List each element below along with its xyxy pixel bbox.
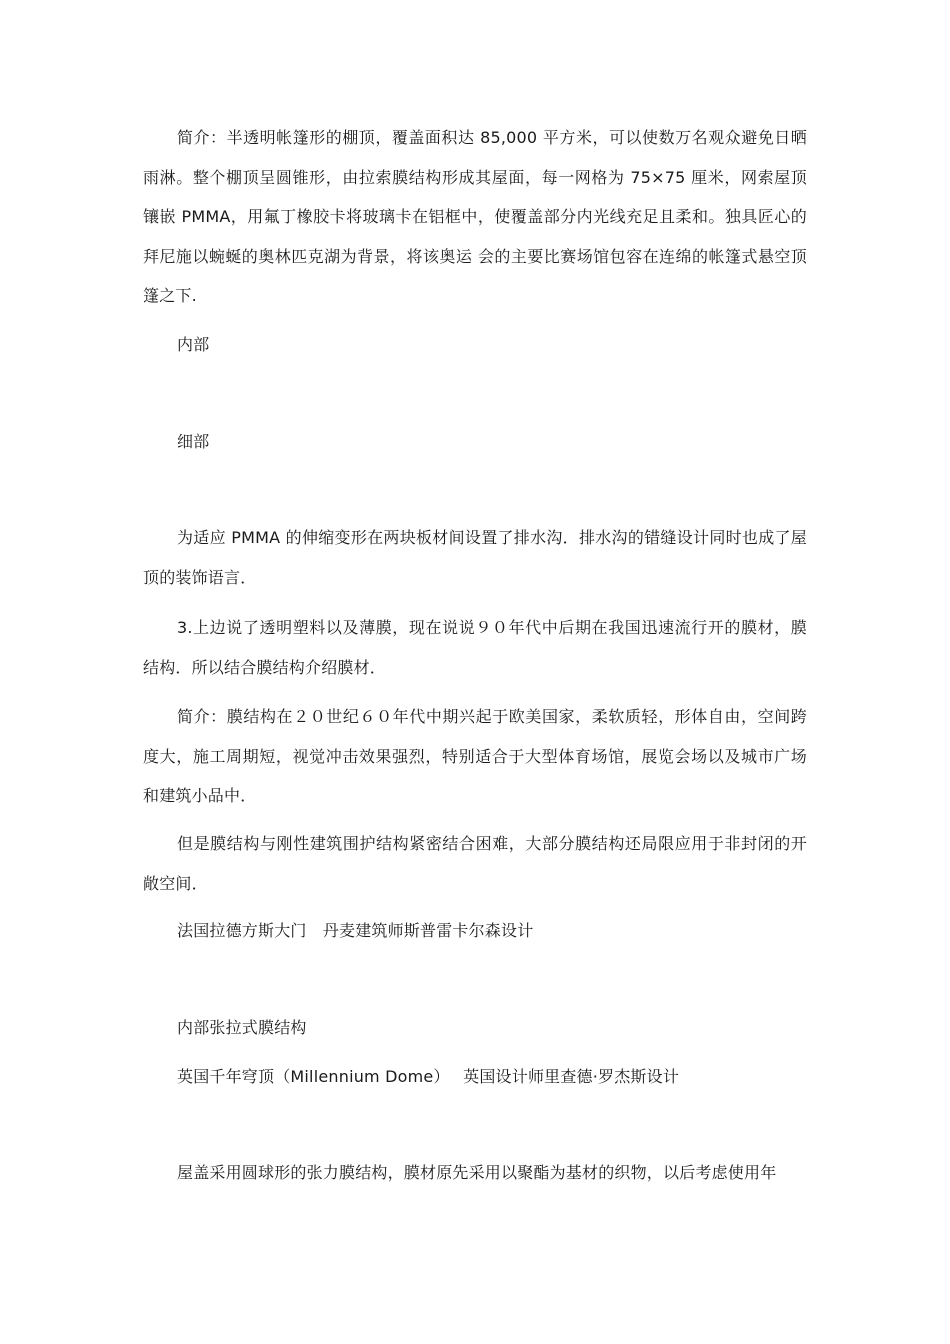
paragraph-drainage: 为适应 PMMA 的伸缩变形在两块板材间设置了排水沟．排水沟的错缝设计同时也成了屋顶的装饰语言． (143, 528, 807, 587)
caption-la-defense: 法国拉德方斯大门 丹麦建筑师斯普雷卡尔森设计 (177, 921, 534, 940)
caption-interior: 内部 (177, 335, 210, 354)
caption-interior-tensile: 内部张拉式膜结构 (177, 1018, 307, 1037)
caption-millennium-dome: 英国千年穹顶（Millennium Dome） 英国设计师里查德·罗杰斯设计 (177, 1067, 680, 1086)
paragraph-intro-membrane: 简介：膜结构在２０世纪６０年代中期兴起于欧美国家，柔软质轻，形体自由，空间跨度大，施工周期短，视觉冲击效果强烈，特别适合于大型体育场馆，展览会场以及城市广场和建筑小品中． (143, 707, 807, 805)
paragraph-membrane-limit: 但是膜结构与刚性建筑围护结构紧密结合困难，大部分膜结构还局限应用于非封闭的开敞空间． (143, 834, 807, 893)
paragraph-roof-cover: 屋盖采用圆球形的张力膜结构，膜材原先采用以聚酯为基材的织物，以后考虑使用年 (177, 1163, 777, 1182)
paragraph-intro-canopy: 简介：半透明帐篷形的棚顶，覆盖面积达 85,000 平方米，可以使数万名观众避免日晒雨淋。整个棚顶呈圆锥形，由拉索膜结构形成其屋面，每一网格为 75×75 厘米，网索屋顶镶嵌 PMMA，用氟丁橡胶卡将玻璃卡在铝框中，使覆盖部分内光线充足且柔和。独具匠心的拜尼施以蜿蜒的奥林匹克湖为背景，将该奥运 会的主要比赛场馆包容在连绵的帐篷式悬空顶篷之下. (143, 128, 807, 305)
caption-detail: 细部 (177, 432, 210, 451)
paragraph-section-3: 3.上边说了透明塑料以及薄膜，现在说说９０年代中后期在我国迅速流行开的膜材，膜结构．所以结合膜结构介绍膜材． (143, 618, 807, 677)
